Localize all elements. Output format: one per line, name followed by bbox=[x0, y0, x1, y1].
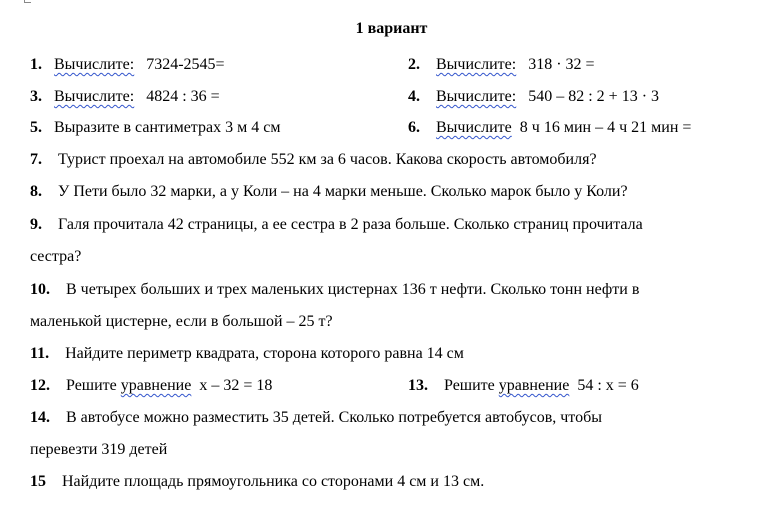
task-number: 1. bbox=[30, 56, 42, 73]
task-text: 4824 : 36 = bbox=[146, 88, 220, 105]
task-pre: Решите bbox=[444, 377, 495, 394]
task-number: 15 bbox=[30, 473, 46, 490]
task-4 bbox=[408, 87, 659, 107]
task-number: 3. bbox=[30, 88, 42, 105]
task-13 bbox=[408, 376, 639, 396]
task-10 bbox=[30, 280, 639, 300]
task-lead: Вычислите: bbox=[436, 88, 517, 105]
task-text: 8 ч 16 мин – 4 ч 21 мин = bbox=[519, 119, 692, 136]
task-1 bbox=[30, 55, 225, 75]
task-text: Галя прочитала 42 страницы, а ее сестра в 2 раза больше. Сколько страниц прочитала bbox=[58, 216, 643, 233]
task-text: сестра? bbox=[30, 248, 82, 265]
task-number: 14. bbox=[30, 409, 50, 426]
task-6 bbox=[408, 118, 691, 138]
task-7 bbox=[30, 150, 597, 170]
task-number: 2. bbox=[408, 56, 420, 73]
task-number: 11. bbox=[30, 345, 50, 362]
task-9-continuation bbox=[30, 247, 81, 267]
task-lead: уравнение bbox=[498, 377, 570, 394]
task-lead: Вычислите bbox=[436, 119, 512, 136]
task-text: 318 · 32 = bbox=[528, 56, 595, 73]
task-text: Выразите в сантиметрах 3 м 4 см bbox=[54, 119, 281, 136]
task-number: 8. bbox=[30, 183, 42, 200]
task-15 bbox=[30, 472, 484, 492]
task-5 bbox=[30, 118, 280, 138]
task-number: 12. bbox=[30, 377, 50, 394]
task-text: х – 32 = 18 bbox=[199, 377, 273, 394]
task-number: 6. bbox=[408, 119, 420, 136]
task-14 bbox=[30, 408, 602, 428]
task-text: 7324-2545= bbox=[146, 56, 225, 73]
task-number: 10. bbox=[30, 281, 50, 298]
task-text: Найдите периметр квадрата, сторона которого равна 14 см bbox=[65, 345, 464, 362]
task-text: Турист проехал на автомобиле 552 км за 6 часов. Какова скорость автомобиля? bbox=[58, 151, 597, 168]
task-12 bbox=[30, 376, 272, 396]
task-lead: Вычислите: bbox=[54, 88, 135, 105]
task-text: Найдите площадь прямоугольника со сторонами 4 см и 13 см. bbox=[62, 473, 485, 490]
task-lead: Вычислите: bbox=[54, 56, 135, 73]
task-lead: уравнение bbox=[120, 377, 192, 394]
task-text: В четырех больших и трех маленьких цистернах 136 т нефти. Сколько тонн нефти в bbox=[66, 281, 640, 298]
task-text: перевезти 319 детей bbox=[30, 441, 168, 458]
page-corner-mark bbox=[24, 0, 31, 3]
task-11 bbox=[30, 344, 464, 364]
variant-title: 1 вариант bbox=[355, 20, 428, 37]
task-text: 540 – 82 : 2 + 13 · 3 bbox=[528, 88, 660, 105]
task-text: маленькой цистерне, если в большой – 25 т? bbox=[30, 313, 333, 330]
task-8 bbox=[30, 182, 628, 202]
task-14-continuation bbox=[30, 440, 167, 460]
task-number: 7. bbox=[30, 151, 42, 168]
task-text: У Пети было 32 марки, а у Коли – на 4 марки меньше. Сколько марок было у Коли? bbox=[58, 183, 628, 200]
task-text: В автобусе можно разместить 35 детей. Сколько потребуется автобусов, чтобы bbox=[66, 409, 602, 426]
task-number: 9. bbox=[30, 216, 42, 233]
task-number: 5. bbox=[30, 119, 42, 136]
task-number: 4. bbox=[408, 88, 420, 105]
task-10-continuation bbox=[30, 312, 333, 332]
task-text: 54 : х = 6 bbox=[577, 377, 639, 394]
task-9 bbox=[30, 215, 643, 235]
task-2 bbox=[408, 55, 595, 75]
task-3 bbox=[30, 87, 220, 107]
task-lead: Вычислите: bbox=[436, 56, 517, 73]
task-pre: Решите bbox=[66, 377, 117, 394]
task-number: 13. bbox=[408, 377, 428, 394]
